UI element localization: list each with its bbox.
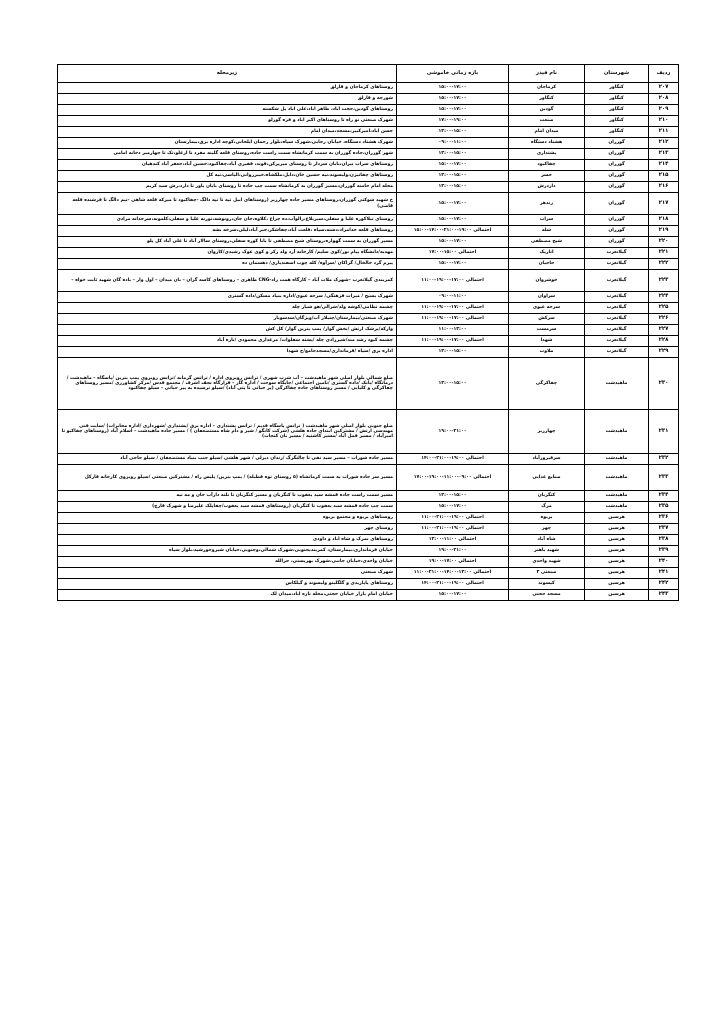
row-number-cell: ۲۳۳ bbox=[649, 465, 679, 491]
table-row bbox=[58, 259, 679, 270]
feeder-cell: شاه آباد bbox=[509, 535, 585, 546]
city-cell: ماهیدشت bbox=[585, 410, 649, 454]
feeder-cell: صنعتی ۲ bbox=[509, 568, 585, 579]
outage-time-cell: احتمالی ۱۱:۰۰-۱۳:۰۰ bbox=[397, 535, 509, 546]
row-number-cell: ۲۱۱ bbox=[649, 127, 679, 138]
area-cell: مسیر سمت راست جاده قمشه سید یعقوب تا کنگربان و مسیر کنگربان تا تلته دارآب خان و مه تیه bbox=[58, 491, 397, 502]
outage-time-cell: ۱۷:۰۰-۱۹:۰۰ bbox=[397, 116, 509, 127]
table-row bbox=[58, 303, 679, 314]
city-cell: گوزران bbox=[585, 171, 649, 182]
area-cell: شهر گوزران،جاده گوزران به سمت کرمانشاه سمت راست جاده،روستای قلعه گلینه مقرد تا ازغلو،تک تا چهارمیر دخانه امامی bbox=[58, 149, 397, 160]
table-row bbox=[58, 568, 679, 579]
table-row bbox=[58, 292, 679, 303]
city-cell: کنگاور bbox=[585, 105, 649, 116]
feeder-cell: بربوه bbox=[509, 513, 585, 524]
feeder-cell: شله bbox=[509, 226, 585, 237]
row-number-cell: ۲۲۹ bbox=[649, 347, 679, 358]
table-row bbox=[58, 138, 679, 149]
feeder-cell: صنعت bbox=[509, 116, 585, 127]
outage-time-cell: ۱۱:۰۰-۱۳:۰۰ bbox=[397, 325, 509, 336]
city-cell: گیلانغرب bbox=[585, 314, 649, 325]
area-cell: شهرک صنعتی bbox=[58, 568, 397, 579]
city-cell: گیلانغرب bbox=[585, 270, 649, 292]
city-cell: گوزران bbox=[585, 237, 649, 248]
feeder-cell: صنایع غذایی bbox=[509, 465, 585, 491]
outage-time-cell: ۱۳:۰۰-۱۵:۰۰ bbox=[397, 347, 509, 358]
header-city: شهرستان bbox=[585, 65, 649, 83]
outage-time-cell: احتمالی ۱۷:۰۰-۱۹:۰۰-۱۱:۰۰ bbox=[397, 314, 509, 325]
outage-time-cell: احتمالی ۱۷:۰۰-۱۹:۰۰-۱۱:۰۰ bbox=[397, 303, 509, 314]
table-row bbox=[58, 314, 679, 325]
city-cell: گوزران bbox=[585, 149, 649, 160]
table-row bbox=[58, 182, 679, 193]
header-row-no: ردیف bbox=[649, 65, 679, 83]
area-cell: خیابان واحدی،خیابان جانبی،شهرک بهزیستی، جرالله bbox=[58, 557, 397, 568]
city-cell: هرسین bbox=[585, 579, 649, 590]
row-number-cell: ۲۴۳ bbox=[649, 590, 679, 601]
table-row bbox=[58, 325, 679, 336]
table-row bbox=[58, 513, 679, 524]
area-cell: ضلع شمالی بلوار اصلی شهر ماهیدشت – آب شرب شهری / ترانس روبروی اداره / ترانس گرمابه /ترانس روبروی پمپ بنزین /پاسگاه – ماهیدشت / درمانگاه /بانک /داده گستری /تامین اجتماعی /جایگاه سوخت / اداره گاز – قرارگاه نجف اشرف / مجتمع قدس /مرکز کشاورزی /مسیر روستاهای چقاکرگی و کلیایی / مسیر روستاهای جاده چقاکرگی (پر حیاتی تا پتی آباد) /سیلو نرسیده به پیر حیاتی – سیلو چقاکبود bbox=[58, 358, 397, 410]
table-row bbox=[58, 546, 679, 557]
feeder-cell: سرفیروزآباد bbox=[509, 454, 585, 465]
outage-time-cell: احتمالی ۱۹:۰۰-۲۱:۰۰-۱۴:۰۰ bbox=[397, 579, 509, 590]
area-cell: شهرک بسیج / میراث فرهنگی/ سرخه عیوی/اداره بنیاد مسکن/داده گستری bbox=[58, 292, 397, 303]
outage-time-cell: احتمالی ۱۹:۰۰-۲۱:۰۰-۱۴:۰۰-۱۵:۰۰ bbox=[397, 226, 509, 237]
row-number-cell: ۲۱۲ bbox=[649, 138, 679, 149]
feeder-cell: حاجیان bbox=[509, 259, 585, 270]
outage-time-cell: ۱۵:۰۰-۱۷:۰۰ bbox=[397, 590, 509, 601]
area-cell: مسیر سر جاده شوراب به سمت کرمانشاه (۵ روستای توه قطبله) / پمپ بنزین/ پلیس راه / مشترکین صنعتی /سیلو روبروی کارخانه قارکل bbox=[58, 465, 397, 491]
row-number-cell: ۲۱۶ bbox=[649, 182, 679, 193]
area-cell: چشمه نظامی/کوشه ولد/شرالی/هو شیار چله bbox=[58, 303, 397, 314]
feeder-cell: شیخ مصطفی bbox=[509, 237, 585, 248]
city-cell: گیلانغرب bbox=[585, 248, 649, 259]
area-cell: حسن اباد،امیرکبیر،مسجد،میدان امام bbox=[58, 127, 397, 138]
area-cell: روستاهای چقانیژن،ولیسوند،نیه حسین خان،دایل،ملکشاه،خیبرروانی،الیاسی،تیه کل bbox=[58, 171, 397, 182]
outage-time-cell: ۰۹:۰۰-۱۱:۰۰ bbox=[397, 292, 509, 303]
area-cell: وارکه/پرشک ارتش /بخش گوار/ پمپ بنزین گوار/ کل کش bbox=[58, 325, 397, 336]
area-cell: خیابان امام بازار خیابان حجتی،محله تازه اباد،میدان لک bbox=[58, 590, 397, 601]
table-row bbox=[58, 237, 679, 248]
city-cell: گوزران bbox=[585, 182, 649, 193]
outage-time-cell: ۱۵:۰۰-۱۷:۰۰ bbox=[397, 502, 509, 513]
area-cell: روستاهای سراب نیران،بابان سردار تا روستای میرپرکن،قوند، فقیری آباد،چقاکبود،حسین آباد،جعفر آباد کندهیان bbox=[58, 160, 397, 171]
city-cell: ماهیدشت bbox=[585, 502, 649, 513]
feeder-cell: شهید واحدی bbox=[509, 557, 585, 568]
table-row bbox=[58, 454, 679, 465]
city-cell: هرسین bbox=[585, 546, 649, 557]
row-number-cell: ۲۱۷ bbox=[649, 193, 679, 215]
row-number-cell: ۲۲۸ bbox=[649, 336, 679, 347]
table-row bbox=[58, 347, 679, 358]
outage-time-cell: ۱۳:۰۰-۱۵:۰۰ bbox=[397, 358, 509, 410]
feeder-cell: چقاکرگی bbox=[509, 358, 585, 410]
feeder-cell: میدان امام bbox=[509, 127, 585, 138]
table-row bbox=[58, 270, 679, 292]
area-cell: روستاهای نمرک و شاه اباد و داودی bbox=[58, 535, 397, 546]
outage-time-cell: ۱۵:۰۰-۱۷:۰۰ bbox=[397, 83, 509, 94]
area-cell: شورجه و قارلق bbox=[58, 94, 397, 105]
table-row bbox=[58, 160, 679, 171]
feeder-cell: پشتداری bbox=[509, 149, 585, 160]
city-cell: گیلانغرب bbox=[585, 259, 649, 270]
city-cell: هرسین bbox=[585, 513, 649, 524]
table-row bbox=[58, 358, 679, 410]
table-row bbox=[58, 590, 679, 601]
table-row bbox=[58, 226, 679, 237]
table-row bbox=[58, 410, 679, 454]
outage-time-cell: احتمالی ۱۷:۰۰-۱۹:۰۰-۱۱:۰۰ bbox=[397, 336, 509, 347]
feeder-cell: خوشروان bbox=[509, 270, 585, 292]
header-area: زیرمحله bbox=[58, 65, 397, 83]
feeder-cell: مسجد حجتی bbox=[509, 590, 585, 601]
city-cell: کنگاور bbox=[585, 94, 649, 105]
row-number-cell: ۲۴۲ bbox=[649, 579, 679, 590]
city-cell: هرسین bbox=[585, 557, 649, 568]
outage-time-cell: ۱۵:۰۰-۱۷:۰۰ bbox=[397, 237, 509, 248]
area-cell: شهرک هشتاد دستگاه، خیابان رجایی،شهرک سپاه،بلوار رحمان ایلخانی،کوچه اداره برق،بیمارستان bbox=[58, 138, 397, 149]
outage-time-cell: ۱۳:۰۰-۱۵:۰۰ bbox=[397, 182, 509, 193]
feeder-cell: چهارزبر bbox=[509, 410, 585, 454]
outage-time-cell: ۱۳:۰۰-۱۵:۰۰ bbox=[397, 149, 509, 160]
feeder-cell: سرخه عیوی bbox=[509, 303, 585, 314]
feeder-cell: ملاوت bbox=[509, 347, 585, 358]
city-cell: گوزران bbox=[585, 160, 649, 171]
feeder-cell: اتاریک bbox=[509, 248, 585, 259]
outage-time-cell: ۱۵:۰۰-۱۷:۰۰ bbox=[397, 193, 509, 215]
area-cell: روستای چهر bbox=[58, 524, 397, 535]
area-cell: روستای تیلاکوره علیا و سفلی،سیزبلاغ،زالوآب،ده چراغ ،کلاوه،جان جان،رونوشه،تورنه علیا و سفلی،کلمونه،سرخدانه مرادی bbox=[58, 215, 397, 226]
row-number-cell: ۲۰۸ bbox=[649, 94, 679, 105]
table-row bbox=[58, 557, 679, 568]
row-number-cell: ۲۰۹ bbox=[649, 105, 679, 116]
area-cell: سمت چپ جاده قمشه سید یعقوب تا کنگربان (روستاهای قمشه سید یعقوب/چقاپلک علیرضا و شهرک قارچ) bbox=[58, 502, 397, 513]
outage-time-cell: ۱۵:۰۰-۱۷:۰۰ bbox=[397, 259, 509, 270]
row-number-cell: ۲۳۹ bbox=[649, 546, 679, 557]
feeder-cell: چقاکبود bbox=[509, 160, 585, 171]
outage-time-cell: ۱۵:۰۰-۱۷:۰۰ bbox=[397, 94, 509, 105]
row-number-cell: ۲۱۹ bbox=[649, 226, 679, 237]
feeder-cell: کنگربان bbox=[509, 491, 585, 502]
feeder-cell: سرکش bbox=[509, 314, 585, 325]
table-row bbox=[58, 94, 679, 105]
area-cell: مسیر گوزران به سمت گهواره،روستای شیخ مصطفی تا بابا کوره سفلی،روستای سالار آباد تا علی آباد کل پلو bbox=[58, 237, 397, 248]
outage-time-cell: ۱۹:۰۰-۲۱:۰۰ bbox=[397, 546, 509, 557]
city-cell: هرسین bbox=[585, 590, 649, 601]
table-row bbox=[58, 127, 679, 138]
outage-time-cell: ۰۹:۰۰-۱۱:۰۰ bbox=[397, 138, 509, 149]
city-cell: گیلانغرب bbox=[585, 336, 649, 347]
feeder-cell: کرماجان bbox=[509, 83, 585, 94]
row-number-cell: ۲۱۰ bbox=[649, 116, 679, 127]
city-cell: ماهیدشت bbox=[585, 454, 649, 465]
row-number-cell: ۲۳۲ bbox=[649, 454, 679, 465]
area-cell: شهرک صنعتی/بیمارستان/چنبلاز آب/ویژگان/سدسوبار bbox=[58, 314, 397, 325]
city-cell: ماهیدشت bbox=[585, 465, 649, 491]
table-row bbox=[58, 171, 679, 182]
feeder-cell: کیسوند bbox=[509, 579, 585, 590]
outage-time-cell: ۱۳:۰۰-۱۵:۰۰ bbox=[397, 171, 509, 182]
row-number-cell: ۲۴۰ bbox=[649, 557, 679, 568]
row-number-cell: ۲۲۰ bbox=[649, 237, 679, 248]
table-row bbox=[58, 116, 679, 127]
table-row bbox=[58, 105, 679, 116]
area-cell: محله امام خامنه گوزران،مسیر گوزران به کرمانشاه سمت چپ جاده تا روستای بابان یاور تا دارد،رش سید کریم bbox=[58, 182, 397, 193]
city-cell: ماهیدشت bbox=[585, 358, 649, 410]
row-number-cell: ۲۳۷ bbox=[649, 524, 679, 535]
city-cell: هرسین bbox=[585, 535, 649, 546]
row-number-cell: ۲۲۵ bbox=[649, 303, 679, 314]
row-number-cell: ۲۳۵ bbox=[649, 502, 679, 513]
area-cell: روستاهای قلعه خدامراد،دشته،سپاه ،قلعت آباد،چقاشکر،جبر آباد،لیلی،سرخه بشه bbox=[58, 226, 397, 237]
header-feeder: نام فیدر bbox=[509, 65, 585, 83]
feeder-cell: شهید باهنر bbox=[509, 546, 585, 557]
area-cell: روستاهای گودین،حجت اباد، طاهر اباد،علی اباد پل شکسته bbox=[58, 105, 397, 116]
outage-schedule-table bbox=[57, 64, 679, 601]
outage-time-cell: ۱۵:۰۰-۱۷:۰۰ bbox=[397, 215, 509, 226]
feeder-cell: سراب bbox=[509, 215, 585, 226]
area-cell: خ شهید شوکتی گوزران،روستاهای مسیر جاده چهارزبر (روستاهای ابیل تپه تا تپه دالگ -چقاکبود تا میرکه قلعه شاهی -تیم دالگ تا فرشنده قلعه قاضی) bbox=[58, 193, 397, 215]
feeder-cell: چهر bbox=[509, 524, 585, 535]
city-cell: کنگاور bbox=[585, 116, 649, 127]
row-number-cell: ۲۱۴ bbox=[649, 160, 679, 171]
city-cell: گیلانغرب bbox=[585, 325, 649, 336]
row-number-cell: ۲۱۸ bbox=[649, 215, 679, 226]
feeder-cell: مرگ bbox=[509, 502, 585, 513]
row-number-cell: ۲۰۷ bbox=[649, 83, 679, 94]
city-cell: ماهیدشت bbox=[585, 491, 649, 502]
outage-time-cell: احتمالی ۰۹:۰۰-۱۱:۰۰-۱۹:۰۰-۱۷:۰۰ bbox=[397, 465, 509, 491]
outage-time-cell: احتمالی ۱۳:۰۰-۱۴:۰۰-۲۱:۰۰-۱۱:۰۰ bbox=[397, 568, 509, 579]
feeder-cell: کنگاور bbox=[509, 94, 585, 105]
row-number-cell: ۲۲۶ bbox=[649, 314, 679, 325]
city-cell: هرسین bbox=[585, 568, 649, 579]
row-number-cell: ۲۲۲ bbox=[649, 259, 679, 270]
feeder-cell: شهدا bbox=[509, 336, 585, 347]
area-cell: مهدیه/دانشگاه پیام نور/کوی سلیم/ کارخانه آرد ولد زکر و کوی عوک رشیدی/کاروان bbox=[58, 248, 397, 259]
table-header-row bbox=[58, 65, 679, 83]
outage-time-cell: احتمالی ۱۵:۰۰-۱۷:۰۰ bbox=[397, 248, 509, 259]
row-number-cell: ۲۲۴ bbox=[649, 292, 679, 303]
table-row bbox=[58, 215, 679, 226]
feeder-cell: سراوان bbox=[509, 292, 585, 303]
city-cell: گوزران bbox=[585, 138, 649, 149]
feeder-cell: هشتاد دستگاه bbox=[509, 138, 585, 149]
city-cell: گیلانغرب bbox=[585, 347, 649, 358]
city-cell: گیلانغرب bbox=[585, 303, 649, 314]
feeder-cell: خسر bbox=[509, 171, 585, 182]
row-number-cell: ۲۱۳ bbox=[649, 149, 679, 160]
outage-time-cell: احتمالی ۱۹:۰۰-۲۱:۰۰-۱۱:۰۰ bbox=[397, 524, 509, 535]
outage-time-cell: احتمالی ۱۷:۰۰-۱۹:۰۰ bbox=[397, 557, 509, 568]
feeder-cell: داردرش bbox=[509, 182, 585, 193]
city-cell: گوزران bbox=[585, 193, 649, 215]
city-cell: گوزران bbox=[585, 215, 649, 226]
area-cell: اداره برق /سپاه /فرمانداری/مسجدجامع/خ شهدا bbox=[58, 347, 397, 358]
city-cell: کنگاور bbox=[585, 83, 649, 94]
table-row bbox=[58, 83, 679, 94]
feeder-cell: گودین bbox=[509, 105, 585, 116]
feeder-cell: سرمست bbox=[509, 325, 585, 336]
area-cell: چشمه کبود رشد مند/شیرزادی چله /پشته سفلوات/ مرغداری محمودی /تازه آباد bbox=[58, 336, 397, 347]
row-number-cell: ۲۳۶ bbox=[649, 513, 679, 524]
table-row bbox=[58, 465, 679, 491]
row-number-cell: ۲۴۱ bbox=[649, 568, 679, 579]
city-cell: گوزران bbox=[585, 226, 649, 237]
outage-time-cell: احتمالی ۱۷:۰۰-۱۹:۰۰-۱۱:۰۰ bbox=[397, 270, 509, 292]
area-cell: پیرم گرد خالخال/ گراکان /سرآوه/ کله چوب اسفندیاری/ دهسمان ده bbox=[58, 259, 397, 270]
feeder-cell: زندهر bbox=[509, 193, 585, 215]
table-row bbox=[58, 149, 679, 160]
table-row bbox=[58, 248, 679, 259]
row-number-cell: ۲۲۳ bbox=[649, 270, 679, 292]
table-row bbox=[58, 535, 679, 546]
header-time: بازه زمانی خاموشی bbox=[397, 65, 509, 83]
area-cell: مسیر جاده شوراب – مسیر سید نقی تا چالنگرگ /زندان دیزلی / شهر هلشی /سیلو جنب بنیاد مستضعفان / سیلو حاجی آباد bbox=[58, 454, 397, 465]
table-row bbox=[58, 502, 679, 513]
table-row bbox=[58, 579, 679, 590]
area-cell: خیابان فرمانداری،بیمارستان، کمربندیجنوبی،شهرک شمالی،وجنوبی،خیابان شیروخورشید،بلوار سپاه bbox=[58, 546, 397, 557]
city-cell: هرسین bbox=[585, 524, 649, 535]
row-number-cell: ۲۱۵ bbox=[649, 171, 679, 182]
area-cell: شهرک صنعتی نو راه تا روستاهای اکبر اباد و فره گوزلو bbox=[58, 116, 397, 127]
row-number-cell: ۲۳۴ bbox=[649, 491, 679, 502]
area-cell: کمربندی گیلانغرب –شهرک ملات آباد – کارگاه همت زاد-CNG ظاهری – روستاهای کاسه گران – بان میدان – اول وار – باده گان شهید ثابت خواه – bbox=[58, 270, 397, 292]
row-number-cell: ۲۲۱ bbox=[649, 248, 679, 259]
outage-time-cell: ۱۳:۰۰-۱۵:۰۰ bbox=[397, 127, 509, 138]
row-number-cell: ۲۳۸ bbox=[649, 535, 679, 546]
table-body bbox=[58, 83, 679, 601]
row-number-cell: ۲۲۷ bbox=[649, 325, 679, 336]
area-cell: ضلع جنوبی بلوار اصلی شهر ماهیدشت ( ترانس پاسگاه قدیم / ترانس پشتداری – اداره برق /پشتداری /شهرداری /اداره مخابرات) /سایت فنی مهندسی ارتش / مشترکین ابتدای جاده هلشی (شرکت کانگو / شیر و دام شاه مستضعفان ) / مسیر جاده ماهیدشت – اسلام آباد (روستاهای چقاکبو تا امیرآباد / مسیر قمل آباد /مسیر کاشتیه / مسیر بان کنجاب) bbox=[58, 410, 397, 454]
table-row bbox=[58, 524, 679, 535]
area-cell: روستاهای بربوه و مجتمع بربوه bbox=[58, 513, 397, 524]
outage-time-cell: ۱۵:۰۰-۱۷:۰۰ bbox=[397, 160, 509, 171]
table-row bbox=[58, 193, 679, 215]
city-cell: گیلانغرب bbox=[585, 292, 649, 303]
area-cell: روستاهای پاپازیدی و گلگلبتو ولیسوند و گیلکاس bbox=[58, 579, 397, 590]
table-row bbox=[58, 491, 679, 502]
outage-time-cell: احتمالی ۱۹:۰۰-۲۱:۰۰-۱۱:۰۰ bbox=[397, 513, 509, 524]
table-row bbox=[58, 336, 679, 347]
city-cell: کنگاور bbox=[585, 127, 649, 138]
outage-time-cell: احتمالی ۱۹:۰۰-۲۱:۰۰-۱۴:۰۰ bbox=[397, 454, 509, 465]
outage-time-cell: ۱۳:۰۰-۱۵:۰۰ bbox=[397, 491, 509, 502]
row-number-cell: ۲۳۱ bbox=[649, 410, 679, 454]
row-number-cell: ۲۳۰ bbox=[649, 358, 679, 410]
area-cell: روستاهای کرماجان و قارلق bbox=[58, 83, 397, 94]
outage-time-cell: ۱۹:۰۰-۲۱:۰۰ bbox=[397, 410, 509, 454]
outage-schedule-sheet bbox=[58, 64, 679, 601]
outage-time-cell: ۱۵:۰۰-۱۷:۰۰ bbox=[397, 105, 509, 116]
